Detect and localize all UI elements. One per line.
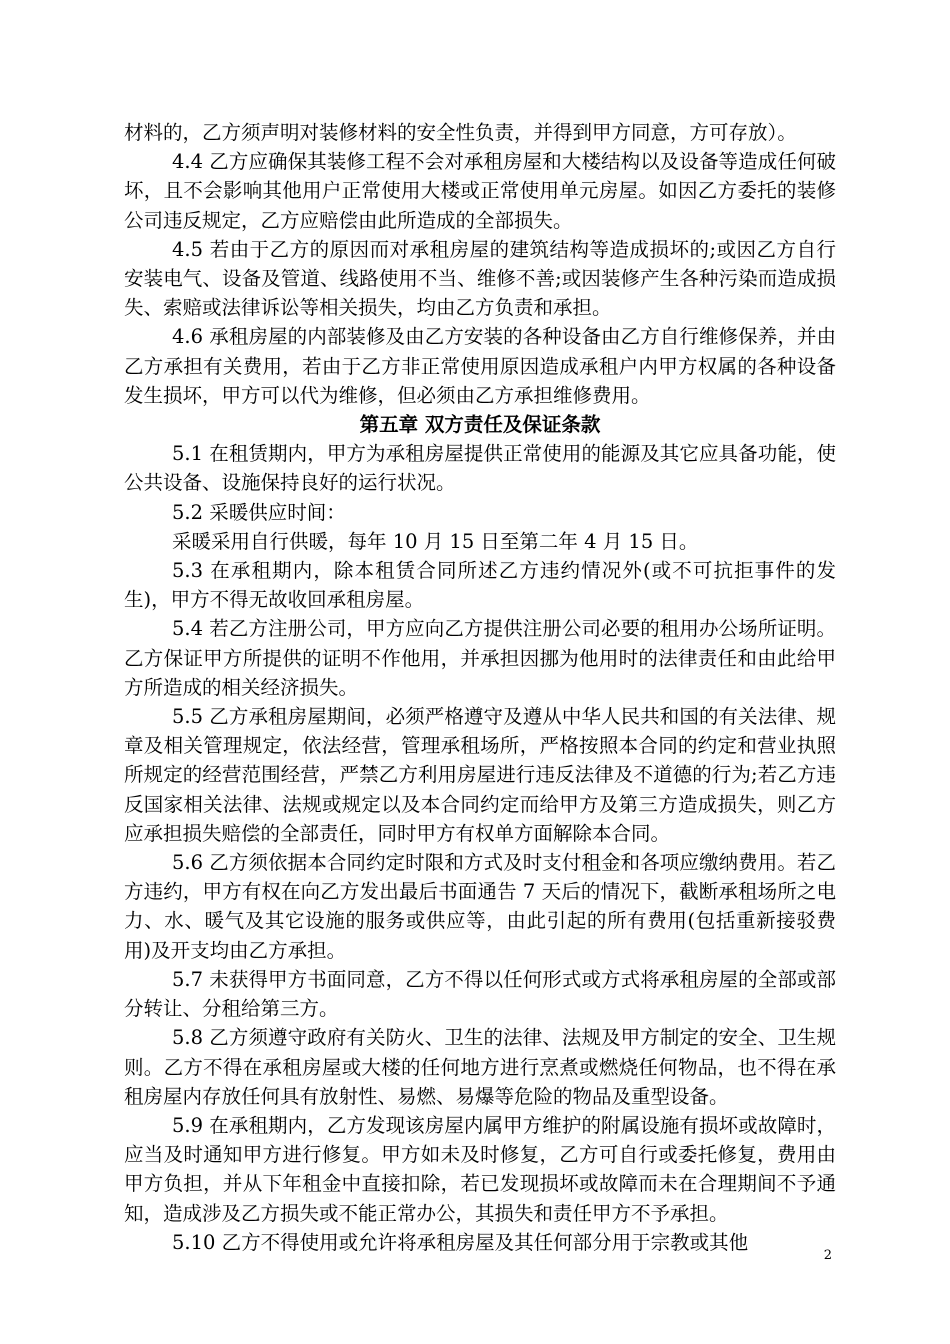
- clause-4-5: 4.5 若由于乙方的原因而对承租房屋的建筑结构等造成损坏的;或因乙方自行安装电气、设备及管道、线路使用不当、维修不善;或因装修产生各种污染而造成损失、索赔或法律诉讼等相关损失，均由乙方负责和承担。: [124, 237, 836, 320]
- heating-period: 采暖采用自行供暖，每年 10 月 15 日至第二年 4 月 15 日。: [172, 529, 699, 553]
- clause-4-4: 4.4 乙方应确保其装修工程不会对承租房屋和大楼结构以及设备等造成任何破坏，且不会影响其他用户正常使用大楼或正常使用单元房屋。如因乙方委托的装修公司违反规定，乙方应赔偿由此所造成的全部损失。: [124, 150, 836, 232]
- clause-4-6: 4.6 承租房屋的内部装修及由乙方安装的各种设备由乙方自行维修保养，并由乙方承担有关费用，若由于乙方非正常使用原因造成承租户内甲方权属的各种设备发生损坏，甲方可以代为维修，但必须由乙方承担维修费用。: [124, 325, 836, 407]
- document-page: [124, 118, 836, 1257]
- clause-5-4: 5.4 若乙方注册公司，甲方应向乙方提供注册公司必要的租用办公场所证明。乙方保证甲方所提供的证明不作他用，并承担因挪为他用时的法律责任和由此给甲方所造成的相关经济损失。: [124, 617, 836, 699]
- paragraph-continuation: 材料的，乙方须声明对装修材料的安全性负责，并得到甲方同意，方可存放）。: [124, 121, 797, 144]
- clause-5-3: 5.3 在承租期内，除本租赁合同所述乙方违约情况外(或不可抗拒事件的发生)，甲方不得无故收回承租房屋。: [124, 559, 836, 612]
- clause-5-10: 5.10 乙方不得使用或允许将承租房屋及其任何部分用于宗教或其他: [172, 1230, 749, 1254]
- clause-5-2: 5.2 采暖供应时间：: [172, 500, 346, 524]
- clause-5-9: 5.9 在承租期内，乙方发现该房屋内属甲方维护的附属设施有损坏或故障时，应当及时通知甲方进行修复。甲方如未及时修复，乙方可自行或委托修复，费用由甲方负担，并从下年租金中直接扣除，若已发现损坏或故障而未在合理期间不予通知，造成涉及乙方损失或不能正常办公，其损失和责任甲方不予承担。: [124, 1113, 836, 1225]
- chapter-heading: 第五章 双方责任及保证条款: [359, 413, 601, 437]
- clause-5-7: 5.7 未获得甲方书面同意，乙方不得以任何形式或方式将承租房屋的全部或部分转让、分租给第三方。: [124, 967, 836, 1021]
- page-number: 2: [823, 1248, 832, 1263]
- clause-5-6: 5.6 乙方须依据本合同约定时限和方式及时支付租金和各项应缴纳费用。若乙方违约，甲方有权在向乙方发出最后书面通告 7 天后的情况下，截断承租场所之电力、水、暖气及其它设施的服务或供应等，由此引起的所有费用(包括重新接驳费用)及开支均由乙方承担。: [124, 851, 836, 962]
- clause-5-8: 5.8 乙方须遵守政府有关防火、卫生的法律、法规及甲方制定的安全、卫生规则。乙方不得在承租房屋或大楼的任何地方进行烹煮或燃烧任何物品，也不得在承租房屋内存放任何具有放射性、易燃、易爆等危险的物品及重型设备。: [124, 1026, 836, 1108]
- clause-5-1: 5.1 在租赁期内，甲方为承租房屋提供正常使用的能源及其它应具备功能，使公共设备、设施保持良好的运行状况。: [124, 442, 836, 495]
- clause-5-5: 5.5 乙方承租房屋期间，必须严格遵守及遵从中华人民共和国的有关法律、规章及相关管理规定，依法经营，管理承租场所，严格按照本合同的约定和营业执照所规定的经营范围经营，严禁乙方利用房屋进行违反法律及不道德的行为;若乙方违反国家相关法律、法规或规定以及本合同约定而给甲方及第三方造成损失，则乙方应承担损失赔偿的全部责任，同时甲方有权单方面解除本合同。: [124, 705, 836, 845]
